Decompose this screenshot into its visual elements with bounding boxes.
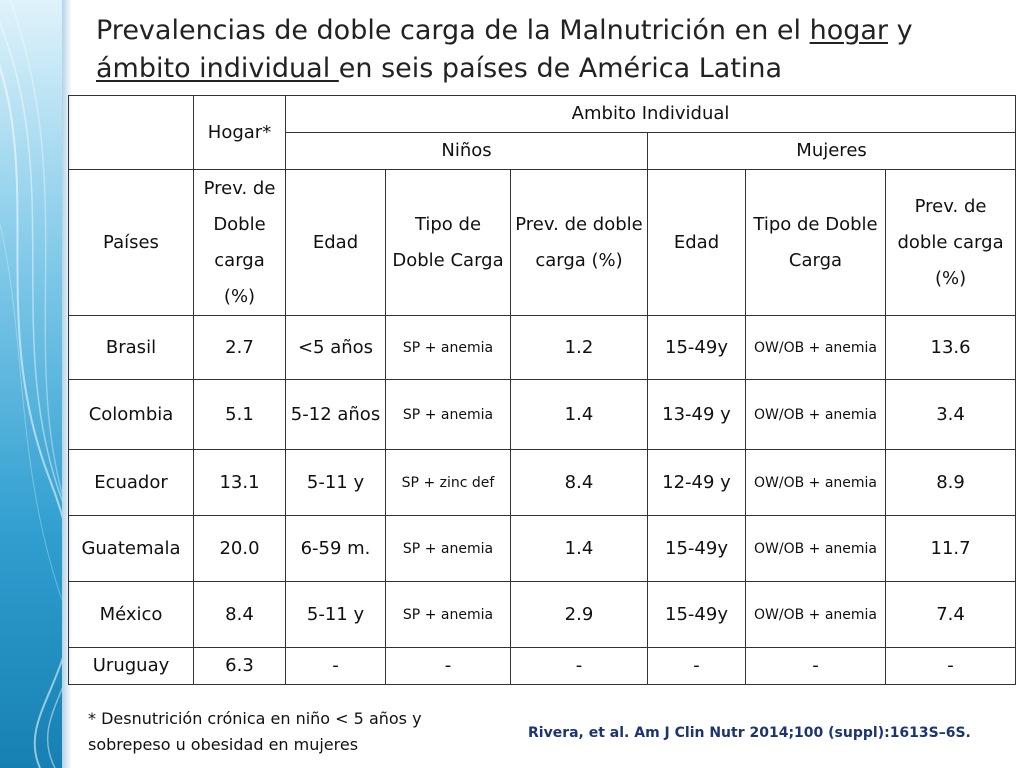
cell-hogar: 2.7 — [194, 316, 286, 380]
cell-pais: Ecuador — [69, 450, 194, 516]
header-tipo-mujeres: Tipo de Doble Carga — [746, 170, 886, 316]
cell-edad-mujeres: 15-49y — [648, 316, 746, 380]
header-mujeres: Mujeres — [648, 133, 1016, 170]
cell-pais: Brasil — [69, 316, 194, 380]
cell-edad-mujeres: 12-49 y — [648, 450, 746, 516]
cell-prev-mujeres: 13.6 — [886, 316, 1016, 380]
cell-tipo-ninos: SP + anemia — [386, 380, 511, 450]
decorative-side-bar — [0, 0, 62, 768]
header-edad-ninos: Edad — [286, 170, 386, 316]
cell-prev-ninos: 8.4 — [511, 450, 648, 516]
header-empty-cell — [69, 96, 194, 170]
table-header-row-1 — [69, 96, 1016, 133]
cell-tipo-ninos: SP + anemia — [386, 316, 511, 380]
cell-edad-ninos: <5 años — [286, 316, 386, 380]
cell-edad-ninos: 6-59 m. — [286, 516, 386, 582]
cell-pais: Guatemala — [69, 516, 194, 582]
cell-pais: Colombia — [69, 380, 194, 450]
cell-prev-ninos: 1.4 — [511, 380, 648, 450]
cell-hogar: 13.1 — [194, 450, 286, 516]
cell-edad-ninos: 5-12 años — [286, 380, 386, 450]
footnote: * Desnutrición crónica en niño < 5 años y sobrepeso u obesidad en mujeres — [88, 709, 422, 754]
header-ninos: Niños — [286, 133, 648, 170]
cell-tipo-mujeres: OW/OB + anemia — [746, 316, 886, 380]
cell-prev-ninos: 1.2 — [511, 316, 648, 380]
cell-prev-mujeres: 7.4 — [886, 582, 1016, 648]
prevalence-table — [68, 95, 1016, 685]
cell-prev-mujeres: 8.9 — [886, 450, 1016, 516]
cell-tipo-ninos: SP + zinc def — [386, 450, 511, 516]
cell-prev-ninos: 2.9 — [511, 582, 648, 648]
header-hogar: Hogar* — [194, 96, 286, 170]
cell-tipo-mujeres: OW/OB + anemia — [746, 450, 886, 516]
cell-tipo-ninos: - — [386, 648, 511, 685]
table-row — [69, 316, 1016, 380]
cell-prev-mujeres: 3.4 — [886, 380, 1016, 450]
cell-edad-ninos: 5-11 y — [286, 450, 386, 516]
cell-tipo-ninos: SP + anemia — [386, 516, 511, 582]
cell-edad-ninos: - — [286, 648, 386, 685]
header-prev-mujeres: Prev. de doble carga (%) — [886, 170, 1016, 316]
cell-prev-mujeres: 11.7 — [886, 516, 1016, 582]
cell-tipo-mujeres: OW/OB + anemia — [746, 582, 886, 648]
cell-tipo-mujeres: - — [746, 648, 886, 685]
cell-edad-ninos: 5-11 y — [286, 582, 386, 648]
table-row — [69, 516, 1016, 582]
table-row — [69, 582, 1016, 648]
header-paises: Países — [69, 170, 194, 316]
cell-prev-mujeres: - — [886, 648, 1016, 685]
table-row — [69, 380, 1016, 450]
cell-tipo-mujeres: OW/OB + anemia — [746, 380, 886, 450]
header-ambito-individual: Ambito Individual — [286, 96, 1016, 133]
citation: Rivera, et al. Am J Clin Nutr 2014;100 (suppl):1613S–6S. — [528, 725, 971, 741]
cell-edad-mujeres: 13-49 y — [648, 380, 746, 450]
table-row — [69, 648, 1016, 685]
cell-hogar: 8.4 — [194, 582, 286, 648]
slide-title: Prevalencias de doble carga de la Malnutrición en el hogar y ámbito individual en seis países de América Latina — [96, 15, 913, 84]
header-edad-mujeres: Edad — [648, 170, 746, 316]
table-header-row-3 — [69, 170, 1016, 316]
cell-prev-ninos: 1.4 — [511, 516, 648, 582]
cell-prev-ninos: - — [511, 648, 648, 685]
cell-edad-mujeres: - — [648, 648, 746, 685]
cell-hogar: 5.1 — [194, 380, 286, 450]
cell-pais: México — [69, 582, 194, 648]
header-prev-ninos: Prev. de doble carga (%) — [511, 170, 648, 316]
cell-edad-mujeres: 15-49y — [648, 516, 746, 582]
header-prev-hogar: Prev. de Doble carga (%) — [194, 170, 286, 316]
cell-tipo-ninos: SP + anemia — [386, 582, 511, 648]
cell-edad-mujeres: 15-49y — [648, 582, 746, 648]
header-tipo-ninos: Tipo de Doble Carga — [386, 170, 511, 316]
decorative-wave-lines — [0, 0, 62, 768]
cell-hogar: 20.0 — [194, 516, 286, 582]
cell-tipo-mujeres: OW/OB + anemia — [746, 516, 886, 582]
cell-hogar: 6.3 — [194, 648, 286, 685]
cell-pais: Uruguay — [69, 648, 194, 685]
table-row — [69, 450, 1016, 516]
